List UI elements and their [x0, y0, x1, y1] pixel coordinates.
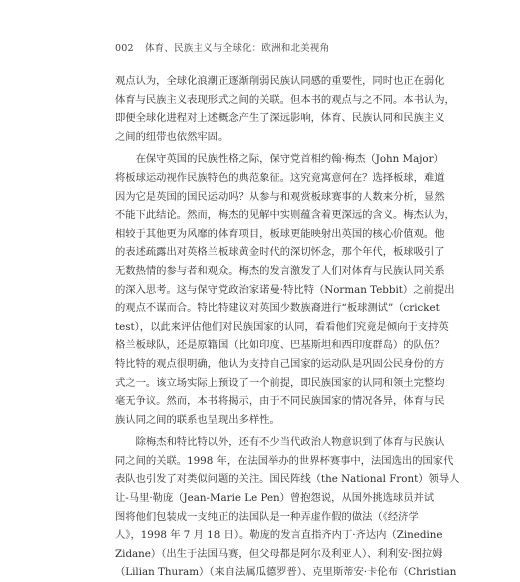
text-line: 因为它是英国的国民运动吗？从参与和观赏板球赛事的人数来分析，显然	[115, 190, 445, 203]
text-line: 图将他们包装成一支纯正的法国队是一种弄虚作假的做法（《经济学	[115, 510, 419, 523]
page-number: 002	[115, 43, 134, 54]
text-line: 的表述疏露出对英格兰板球黄金时代的深切怀念，那个年代，板球吸引了	[115, 246, 445, 259]
running-title: 体育、民族主义与全球化：欧洲和北美视角	[144, 43, 330, 54]
text-line: 的深入思考。这与保守党政治家诺曼·特比特（Norman Tebbit）之前提出	[115, 283, 455, 296]
text-line: 让-马里·勒庞（Jean-Marie Le Pen）曾抱怨说，从国外挑选球员并试	[115, 492, 435, 505]
text-line: 的观点不谋而合。特比特建议对英国少数族裔进行“板球测试”（cricket	[115, 302, 440, 315]
text-line: Zidane）（出生于法国马赛，但父母都是阿尔及利亚人）、利利安·图拉姆	[115, 547, 443, 560]
text-line: 即便全球化进程对上述概念产生了深远影响，体育、民族认同和民族主义	[115, 112, 445, 125]
text-line: 无数热情的参与者和观众。梅杰的发言激发了人们对体育与民族认同关系	[115, 264, 445, 277]
text-line: 式之一。该立场实际上预设了一个前提，即民族国家的认同和领土完整均	[115, 376, 445, 389]
text-line: 将板球运动视作民族特色的典范象征。这究竟寓意何在？选择板球，难道	[115, 171, 445, 184]
text-line: 观点认为，全球化浪潮正逐渐削弱民族认同感的重要性，同时也正在弱化	[115, 75, 445, 87]
text-line: 人》，1998 年 7 月 18 日）。勒庞的发言直指齐内丁·齐达内（Zinedine	[115, 529, 443, 542]
text-line: 相较于其他更为风靡的体育项目，板球更能映射出英国的核心价值观。他	[115, 227, 445, 240]
body-text	[115, 72, 460, 582]
text-line: 族认同之间的联系也呈现出多样性。	[115, 413, 280, 426]
text-line: 在保守英国的民族性格之际，保守党首相约翰·梅杰（John Major）	[115, 153, 444, 166]
text-line: 之间的纽带也依然牢固。	[115, 130, 229, 143]
text-line: 同之间的关联。1998 年，在法国举办的世界杯赛事中，法国选出的国家代	[115, 454, 454, 467]
text-line: 格兰板球队，还是原籍国（比如印度、巴基斯坦和西印度群岛）的队伍？	[115, 339, 445, 352]
text-line: 表队也引发了对类似问题的关注。国民阵线（the National Front）领导人	[115, 473, 460, 486]
running-header	[115, 40, 329, 54]
text-line: 体育与民族主义表现形式之间的关联。但本书的观点与之不同。本书认为，	[115, 93, 455, 106]
text-line: 不能下此结论。然而，梅杰的见解中实则蕴含着更深远的含义。梅杰认为，	[115, 209, 455, 222]
text-line: （Lilian Thuram）（来自法属瓜德罗普）、克里斯蒂安·卡伦布（Christian	[115, 566, 457, 579]
text-line: test），以此来评估他们对民族国家的认同，看看他们究竟是倾向于支持英	[115, 320, 449, 333]
text-line: 特比特的观点很明确，他认为支持自己国家的运动队是巩固公民身份的方	[115, 357, 445, 370]
text-line: 毫无争议。然而，本书将揭示，由于不同民族国家的情况各异，体育与民	[115, 395, 445, 408]
text-line: 除梅杰和特比特以外，还有不少当代政治人物意识到了体育与民族认	[115, 436, 445, 449]
